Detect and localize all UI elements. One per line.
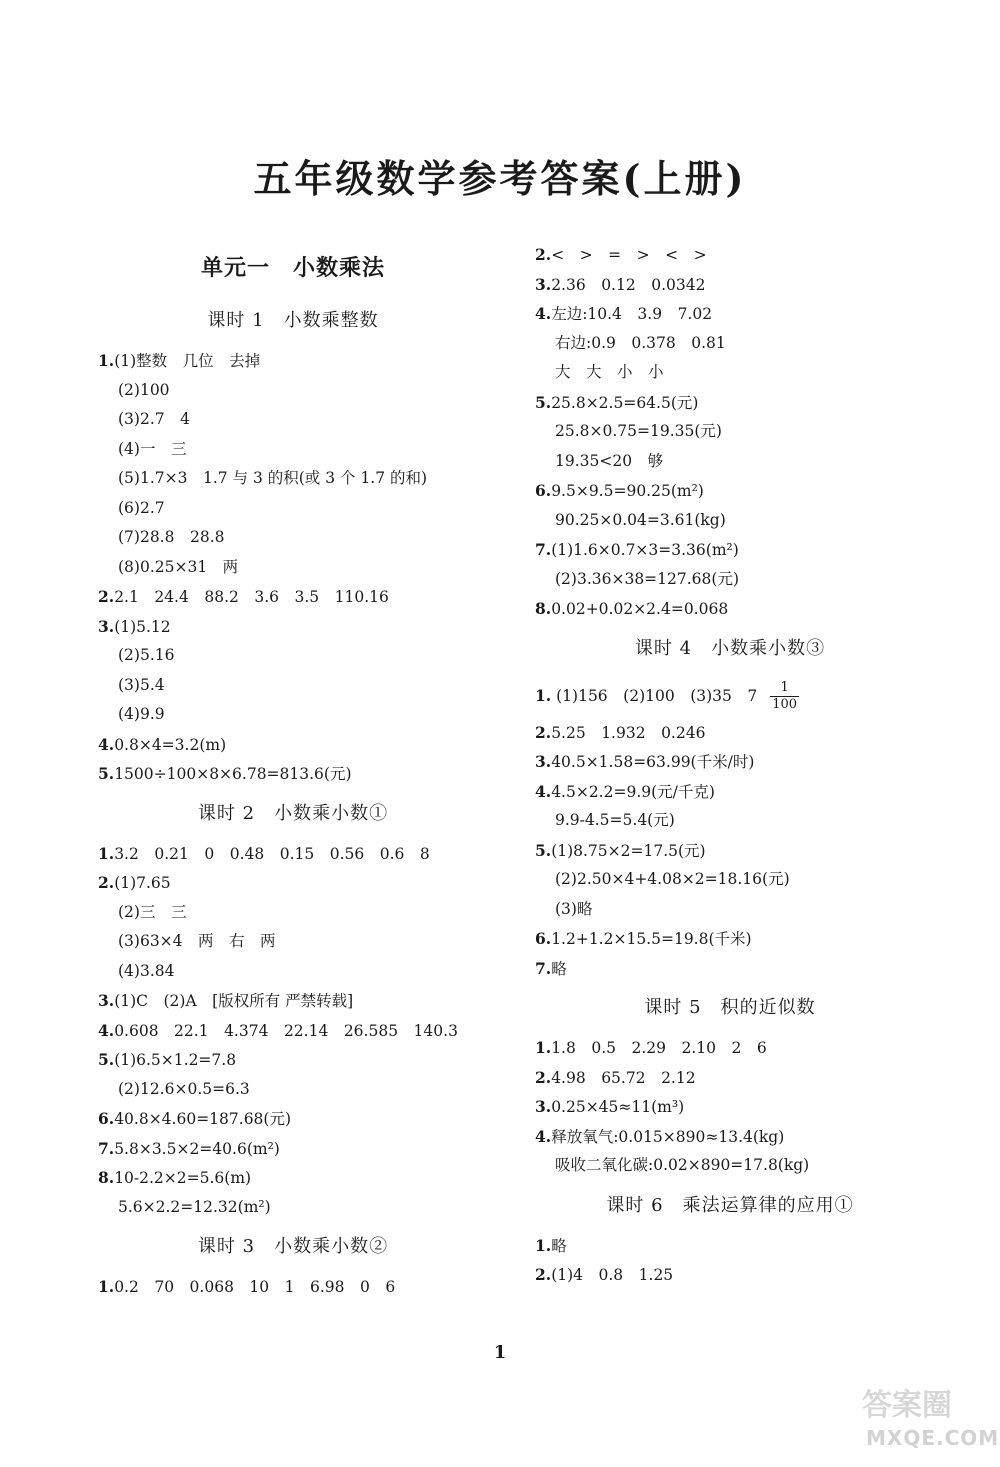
answer-line (98, 700, 498, 730)
answer-text: 释放氧气:0.015×890≈13.4(kg) (551, 1127, 785, 1146)
lesson-1-answers (98, 346, 498, 789)
answer-text: (3)2.7 4 (118, 410, 190, 428)
answer-line (98, 671, 498, 701)
answer-line (98, 435, 498, 465)
answer-text: (1)156 (2)100 (3)35 7 (556, 686, 758, 705)
answer-line (535, 329, 955, 359)
answer-line (98, 494, 498, 524)
answer-number: 6. (535, 929, 552, 948)
answer-text: (1)整数 几位 去掉 (114, 352, 261, 370)
lesson-heading-4: 课时 4 小数乘小数③ (634, 637, 826, 659)
answer-line (535, 1033, 955, 1063)
answer-text: (5)1.7×3 1.7 与 3 的积(或 3 个 1.7 的和) (118, 469, 428, 487)
answer-text: 5.8×3.5×2=40.6(m²) (114, 1139, 280, 1158)
answer-number: 2. (98, 873, 115, 892)
answer-line (98, 641, 498, 671)
answer-line (535, 565, 955, 595)
answer-number: 1. (535, 685, 552, 705)
answer-text: 4.5×2.2=9.9(元/千克) (551, 782, 715, 801)
answer-text: 0.2 70 0.068 10 1 6.98 0 6 (114, 1278, 396, 1296)
answer-number: 4. (535, 304, 552, 323)
lesson-heading-3: 课时 3 小数乘小数② (197, 1236, 389, 1257)
lesson-6-answers (535, 1231, 955, 1290)
answer-number: 1. (535, 1038, 552, 1057)
answer-text: 2.1 24.4 88.2 3.6 3.5 110.16 (114, 588, 389, 606)
answer-text: 0.8×4=3.2(m) (114, 735, 227, 754)
answer-text: (1)6.5×1.2=7.8 (114, 1051, 237, 1069)
answer-line (535, 674, 955, 718)
answer-number: 2. (98, 587, 115, 606)
answer-text: (3)5.4 (118, 675, 165, 694)
answer-text: 10-2.2×2=5.6(m) (114, 1169, 252, 1187)
answer-text: (1)1.6×0.7×3=3.36(m²) (551, 541, 739, 559)
answer-text: 1500÷100×8×6.78=813.6(元) (114, 765, 352, 783)
answer-text: 5.25 1.932 0.246 (551, 723, 706, 742)
answer-line (98, 927, 498, 957)
answer-line (535, 358, 955, 388)
answer-text: < > = > < > (551, 246, 707, 264)
answer-text: (4)一 三 (118, 439, 187, 458)
lesson-heading-2: 课时 2 小数乘小数① (197, 802, 389, 824)
answer-line (98, 1193, 498, 1223)
answer-number: 2. (535, 1265, 552, 1284)
watermark-logo (862, 1380, 1000, 1460)
answer-line (535, 806, 955, 836)
answer-line (98, 1075, 498, 1105)
right-column (535, 240, 955, 1290)
answer-number: 2. (535, 245, 552, 264)
answer-line (535, 1122, 955, 1152)
answer-line (98, 898, 498, 928)
answer-line (98, 612, 498, 642)
answer-number: 5. (98, 1050, 115, 1069)
lesson-3-answers (98, 1272, 498, 1302)
answer-number: 7. (535, 958, 552, 978)
answer-text: (8)0.25×31 两 (118, 557, 239, 576)
answer-text: 3.2 0.21 0 0.48 0.15 0.56 0.6 8 (114, 844, 430, 863)
answer-number: 3. (535, 1097, 552, 1116)
answer-number: 2. (535, 1067, 552, 1087)
answer-text: 40.8×4.60=187.68(元) (114, 1110, 292, 1128)
answer-number: 6. (98, 1109, 115, 1128)
answer-number: 5. (535, 840, 552, 860)
answer-number: 1. (98, 351, 115, 370)
answer-text: 19.35<20 够 (555, 451, 664, 470)
answer-number: 3. (98, 991, 115, 1010)
answer-number: 1. (98, 1277, 115, 1296)
answer-number: 5. (535, 392, 552, 412)
answer-line (535, 594, 955, 624)
answer-line (535, 1063, 955, 1093)
answer-text: (2)12.6×0.5=6.3 (118, 1079, 250, 1098)
answer-line (535, 895, 955, 925)
answer-line (98, 346, 498, 376)
answer-text: 1.2+1.2×15.5=19.8(千米) (551, 930, 752, 948)
answer-text: 40.5×1.58=63.99(千米/时) (551, 753, 755, 771)
answer-text: (7)28.8 28.8 (118, 528, 225, 546)
answer-text: 0.608 22.1 4.374 22.14 26.585 140.3 (114, 1021, 458, 1040)
answer-number: 4. (535, 781, 552, 801)
lesson-5-answers (535, 1033, 955, 1181)
answer-line (535, 747, 955, 777)
answer-number: 3. (535, 274, 552, 294)
answer-number: 3. (535, 752, 552, 771)
answer-line (535, 506, 955, 536)
answer-text: 吸收二氧化碳:0.02×890=17.8(kg) (555, 1156, 810, 1174)
left-column (98, 240, 498, 1302)
answer-text: 25.8×0.75=19.35(元) (555, 422, 722, 440)
answer-line (98, 759, 498, 789)
answer-text: (1)7.65 (114, 874, 171, 892)
answer-line (98, 839, 498, 869)
answer-number: 1. (98, 843, 115, 863)
answer-line (535, 1231, 955, 1261)
answer-text: 25.8×2.5=64.5(元) (551, 393, 699, 412)
answer-text: 9.9-4.5=5.4(元) (555, 811, 675, 829)
lesson-4-answers (535, 718, 955, 984)
answer-line (98, 957, 498, 987)
answer-line (535, 388, 955, 418)
answer-text: (2)100 (118, 380, 170, 399)
lesson-3-answers-cont (535, 240, 955, 624)
answer-text: (1)5.12 (114, 617, 171, 636)
answer-line (98, 986, 498, 1016)
answer-text: (2)三 三 (118, 902, 187, 921)
answer-line (98, 730, 498, 760)
lesson-heading-5: 课时 5 积的近似数 (644, 997, 816, 1018)
answer-line (98, 1163, 498, 1193)
answer-line (98, 405, 498, 435)
answer-text: 5.6×2.2=12.32(m²) (118, 1197, 271, 1216)
answer-number: 1. (535, 1235, 552, 1255)
answer-line (535, 836, 955, 866)
answer-line (98, 1104, 498, 1134)
answer-number: 8. (535, 599, 552, 618)
answer-text: 2.36 0.12 0.0342 (551, 275, 706, 294)
answer-line (535, 476, 955, 506)
answer-text: (3)略 (555, 899, 593, 918)
answer-line (535, 417, 955, 447)
answer-line (535, 954, 955, 984)
watermark-url: MXQE.COM (866, 1426, 1000, 1450)
answer-line (535, 865, 955, 895)
answer-line (98, 464, 498, 494)
answer-line (98, 1272, 498, 1302)
answer-text: 90.25×0.04=3.61(kg) (555, 510, 726, 529)
answer-text: 大 大 小 小 (555, 363, 664, 381)
answer-text: (4)3.84 (118, 961, 175, 980)
answer-text: 略 (551, 1236, 567, 1255)
answer-number: 4. (98, 1020, 115, 1040)
answer-line (535, 447, 955, 477)
lesson-heading-1: 课时 1 小数乘整数 (207, 310, 379, 331)
answer-line (98, 1045, 498, 1075)
answer-line (98, 523, 498, 553)
fraction-numerator: 1 (780, 680, 789, 695)
answer-text: 9.5×9.5=90.25(m²) (551, 482, 704, 500)
answer-text: 左边:10.4 3.9 7.02 (551, 305, 713, 323)
answer-text: (1)4 0.8 1.25 (551, 1266, 674, 1284)
answer-line (98, 553, 498, 583)
fraction-denominator: 100 (772, 697, 798, 712)
answer-line (535, 270, 955, 300)
unit-heading: 单元一 小数乘法 (200, 255, 385, 281)
answer-text: (2)5.16 (118, 646, 175, 664)
answer-line (535, 777, 955, 807)
answer-line (535, 1151, 955, 1181)
answer-line (98, 1016, 498, 1046)
answer-text: 0.02+0.02×2.4=0.068 (551, 600, 729, 618)
answer-line (535, 1092, 955, 1122)
answer-number: 4. (535, 1126, 552, 1146)
answer-line (535, 924, 955, 954)
answer-text: (4)9.9 (118, 705, 165, 723)
answer-text: 1.8 0.5 2.29 2.10 2 6 (551, 1039, 767, 1057)
answer-text: 略 (551, 959, 567, 978)
answer-text: 0.25×45≈11(m³) (551, 1098, 685, 1116)
answer-line (535, 535, 955, 565)
answer-line (98, 376, 498, 406)
answer-text: (2)2.50×4+4.08×2=18.16(元) (555, 870, 790, 888)
answer-line (98, 868, 498, 898)
page-number: 1 (493, 1342, 507, 1363)
lesson-heading-6: 课时 6 乘法运算律的应用① (606, 1194, 854, 1216)
answer-line (535, 240, 955, 270)
answer-number: 3. (98, 616, 115, 636)
answer-number: 6. (535, 481, 552, 500)
answer-text: (3)63×4 两 右 两 (118, 932, 276, 950)
answer-number: 2. (535, 722, 552, 742)
answer-text: (1)8.75×2=17.5(元) (551, 841, 706, 860)
answer-text: (2)3.36×38=127.68(元) (555, 569, 739, 588)
answer-number: 5. (98, 764, 115, 783)
answer-line (98, 582, 498, 612)
answer-line (535, 718, 955, 748)
answer-line (535, 299, 955, 329)
answer-number: 7. (98, 1138, 115, 1158)
watermark-text: 答案圈 (862, 1388, 952, 1423)
answer-text: 4.98 65.72 2.12 (551, 1068, 696, 1087)
answer-text: 右边:0.9 0.378 0.81 (555, 333, 726, 352)
answer-line (535, 1260, 955, 1290)
lesson-2-answers (98, 839, 498, 1223)
fraction (770, 680, 799, 713)
answer-line (98, 1134, 498, 1164)
answer-number: 7. (535, 540, 552, 559)
answer-number: 8. (98, 1168, 115, 1187)
page-title: 五年级数学参考答案(上册) (253, 156, 747, 201)
answer-text: (1)C (2)A [版权所有 严禁转载] (114, 992, 354, 1010)
answer-number: 4. (98, 734, 115, 754)
answer-text: (6)2.7 (118, 498, 165, 517)
